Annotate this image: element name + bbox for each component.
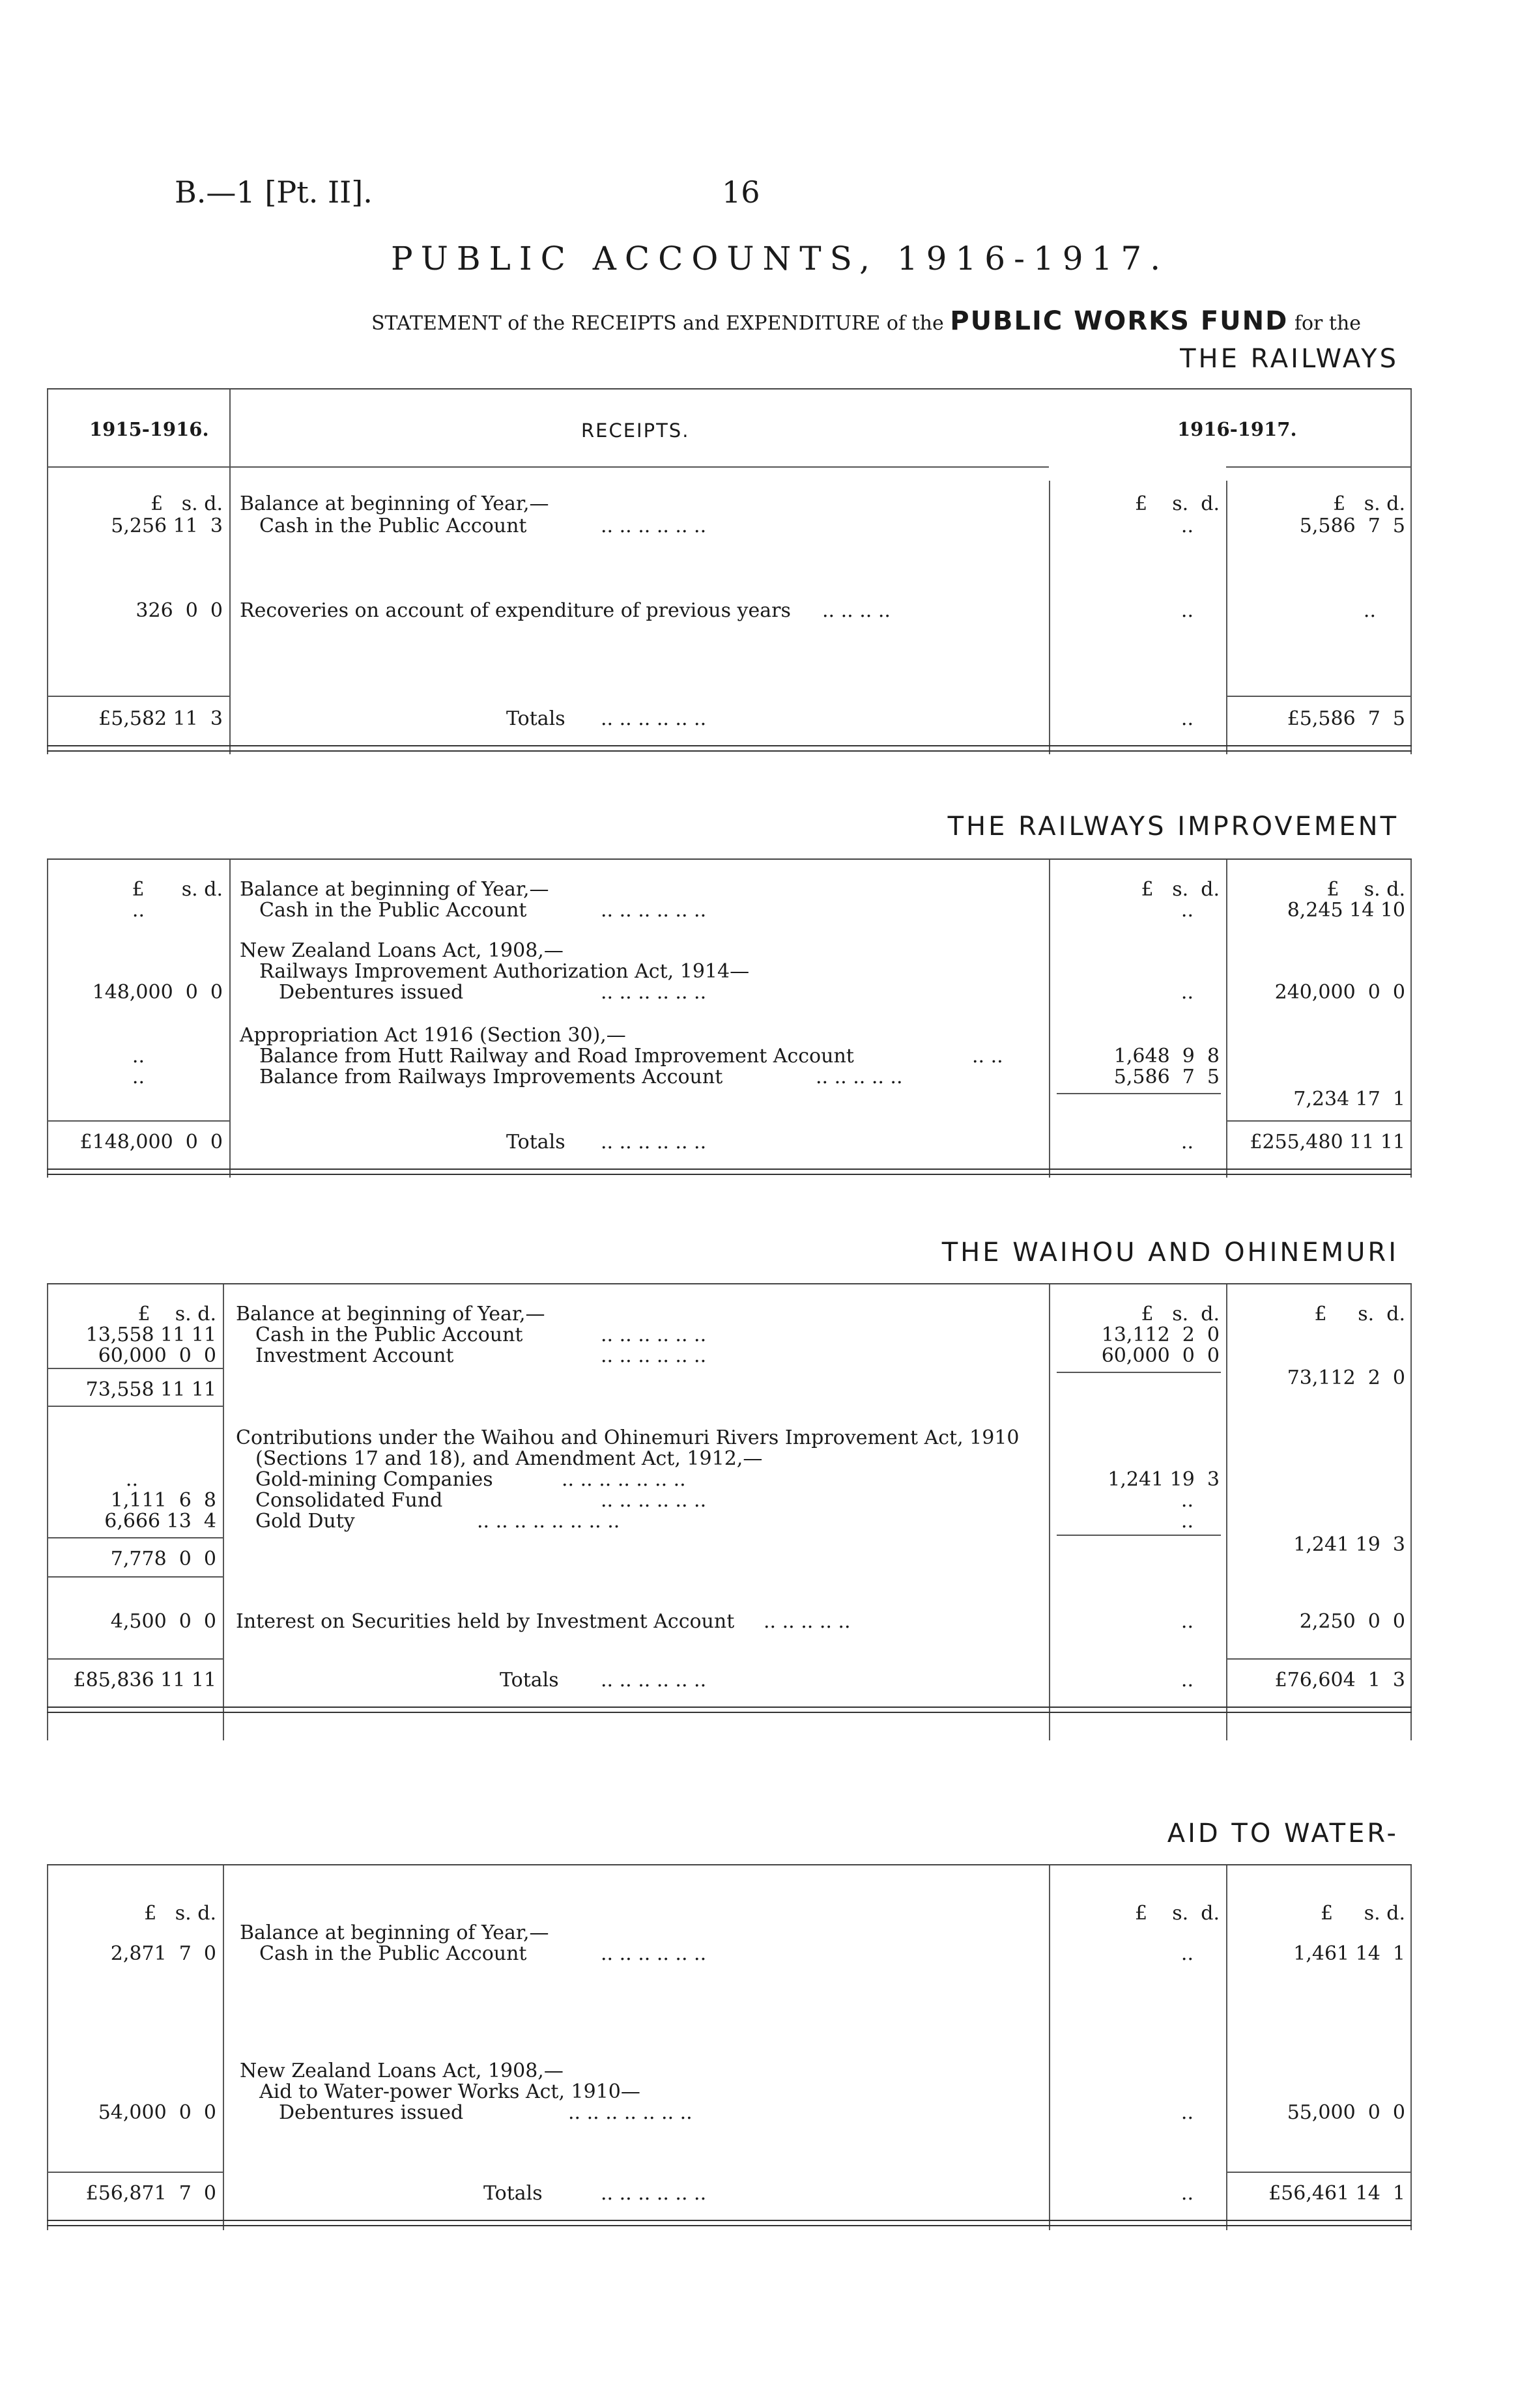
section-title-aid-to-water: AID TO WATER- — [1167, 1819, 1399, 1848]
row-label: Balance at beginning of Year,— — [240, 492, 549, 515]
table-railways — [47, 388, 1412, 754]
statement-heading — [371, 306, 1361, 336]
money-head-prev: £ s. d. — [144, 1902, 216, 1925]
row-prev: 13,558 11 11 — [85, 1324, 216, 1346]
leader-dots: .. .. .. .. .. .. — [601, 707, 707, 730]
col-curr-year: 1916-1917. — [1177, 418, 1297, 440]
row-label: Interest on Securities held by Investment Account — [236, 1610, 735, 1633]
total-inner: .. — [1180, 707, 1194, 730]
row-outer: 240,000 0 0 — [1274, 981, 1405, 1004]
total-outer: £5,586 7 5 — [1287, 707, 1405, 730]
section-title-railways: THE RAILWAYS — [1180, 344, 1399, 374]
document-reference: B.—1 [Pt. II]. — [175, 175, 373, 210]
page-number: 16 — [722, 175, 760, 210]
row-prev: 54,000 0 0 — [98, 2101, 216, 2124]
leader-dots: .. .. .. .. .. .. — [601, 2182, 707, 2205]
leader-dots: .. .. .. .. .. .. — [601, 1669, 707, 1692]
total-inner: .. — [1180, 1669, 1194, 1692]
money-head-inner: £ s. d. — [1134, 1902, 1220, 1925]
total-prev: £148,000 0 0 — [79, 1131, 223, 1154]
row-outer: 7,234 17 1 — [1293, 1088, 1405, 1111]
row-outer: 8,245 14 10 — [1287, 899, 1405, 922]
leader-dots: .. .. .. .. .. .. — [601, 1489, 707, 1512]
row-label: Appropriation Act 1916 (Section 30),— — [240, 1024, 626, 1047]
row-inner: .. — [1180, 1942, 1194, 1965]
totals-label: Totals — [483, 2182, 543, 2205]
money-head-prev: £ s. d. — [150, 492, 223, 515]
row-inner: .. — [1180, 1489, 1194, 1512]
row-label: Balance at beginning of Year,— — [236, 1303, 545, 1325]
total-inner: .. — [1180, 1131, 1194, 1154]
row-label: Debentures issued — [279, 2101, 464, 2124]
row-outer: 2,250 0 0 — [1299, 1610, 1405, 1633]
row-prev: .. — [132, 1066, 145, 1088]
leader-dots: .. .. .. .. .. .. — [601, 1131, 707, 1154]
row-inner: .. — [1180, 599, 1194, 622]
row-label: New Zealand Loans Act, 1908,— — [240, 2060, 564, 2082]
row-label: Cash in the Public Account — [259, 515, 527, 537]
row-outer: 1,241 19 3 — [1293, 1533, 1405, 1556]
row-prev: 2,871 7 0 — [110, 1942, 216, 1965]
total-outer: £255,480 11 11 — [1250, 1131, 1405, 1154]
row-label: Balance from Railways Improvements Account — [259, 1066, 723, 1088]
row-label: (Sections 17 and 18), and Amendment Act, 1912,— — [255, 1447, 763, 1470]
money-head-inner: £ s. d. — [1141, 1303, 1220, 1325]
row-label: Cash in the Public Account — [259, 1942, 527, 1965]
row-inner: .. — [1180, 1610, 1194, 1633]
row-prev: 60,000 0 0 — [98, 1344, 216, 1367]
total-outer: £56,461 14 1 — [1268, 2182, 1405, 2205]
col-receipts: RECEIPTS. — [581, 419, 690, 442]
table-railways-improvement — [47, 858, 1412, 1178]
row-label: Gold Duty — [255, 1510, 355, 1533]
row-label: Recoveries on account of expenditure of previous years — [240, 599, 791, 622]
leader-dots: .. .. .. .. .. .. — [601, 899, 707, 922]
section-title-waihou-ohinemuri: THE WAIHOU AND OHINEMURI — [941, 1238, 1399, 1268]
leader-dots: .. .. .. .. .. .. — [601, 981, 707, 1004]
leader-dots: .. .. .. .. .. .. — [601, 515, 707, 537]
statement-post: for the — [1294, 312, 1362, 335]
row-inner: .. — [1180, 899, 1194, 922]
row-label: Aid to Water-power Works Act, 1910— — [259, 2080, 640, 2103]
money-head-outer: £ s. d. — [1314, 1303, 1405, 1325]
row-label: Cash in the Public Account — [259, 899, 527, 922]
row-outer: 1,461 14 1 — [1293, 1942, 1405, 1965]
leader-dots: .. .. .. .. — [822, 599, 891, 622]
row-outer: .. — [1363, 599, 1376, 622]
leader-dots: .. .. .. .. .. .. — [601, 1344, 707, 1367]
row-inner: 13,112 2 0 — [1101, 1324, 1220, 1346]
row-prev: 1,111 6 8 — [110, 1489, 216, 1512]
row-outer: 55,000 0 0 — [1287, 2101, 1405, 2124]
row-inner: .. — [1180, 1510, 1194, 1533]
row-prev: .. — [132, 1045, 145, 1068]
leader-dots: .. .. — [972, 1045, 1003, 1068]
row-label: Cash in the Public Account — [255, 1324, 523, 1346]
row-label: Investment Account — [255, 1344, 454, 1367]
row-label: Debentures issued — [279, 981, 464, 1004]
total-prev: £85,836 11 11 — [73, 1669, 216, 1692]
row-outer: 73,112 2 0 — [1287, 1367, 1405, 1389]
statement-pre: STATEMENT of the RECEIPTS and EXPENDITURE of the — [371, 312, 944, 335]
row-label: Gold-mining Companies — [255, 1468, 493, 1491]
row-label: Consolidated Fund — [255, 1489, 443, 1512]
row-prev: 6,666 13 4 — [104, 1510, 216, 1533]
money-head-prev: £ s. d. — [137, 1303, 216, 1325]
row-inner: .. — [1180, 515, 1194, 537]
row-label: Railways Improvement Authorization Act, 1914— — [259, 960, 750, 983]
total-prev: £5,582 11 3 — [98, 707, 223, 730]
row-inner: .. — [1180, 2101, 1194, 2124]
row-prev: .. — [132, 899, 145, 922]
money-head-outer: £ s. d. — [1320, 1902, 1405, 1925]
totals-label: Totals — [500, 1669, 559, 1692]
leader-dots: .. .. .. .. .. .. .. — [568, 2101, 693, 2124]
leader-dots: .. .. .. .. .. — [816, 1066, 903, 1088]
row-prev: 7,778 0 0 — [110, 1548, 216, 1570]
row-inner: 1,648 9 8 — [1113, 1045, 1220, 1068]
money-head-prev: £ s. d. — [132, 878, 223, 901]
money-head-outer: £ s. d. — [1333, 492, 1405, 515]
row-prev: 4,500 0 0 — [110, 1610, 216, 1633]
money-head-outer: £ s. d. — [1326, 878, 1405, 901]
leader-dots: .. .. .. .. .. .. .. .. — [477, 1510, 620, 1533]
table-waihou-ohinemuri — [47, 1283, 1412, 1740]
total-outer: £76,604 1 3 — [1274, 1669, 1405, 1692]
leader-dots: .. .. .. .. .. .. — [601, 1942, 707, 1965]
leader-dots: .. .. .. .. .. .. .. — [562, 1468, 686, 1491]
statement-fund: PUBLIC WORKS FUND — [950, 306, 1289, 336]
row-label: New Zealand Loans Act, 1908,— — [240, 939, 564, 962]
totals-label: Totals — [506, 707, 565, 730]
row-label: Balance at beginning of Year,— — [240, 1921, 549, 1944]
totals-label: Totals — [506, 1131, 565, 1154]
table-aid-to-water — [47, 1864, 1412, 2230]
leader-dots: .. .. .. .. .. .. — [601, 1324, 707, 1346]
row-label: Balance from Hutt Railway and Road Improvement Account — [259, 1045, 854, 1068]
col-prev-year: 1915-1916. — [89, 418, 209, 440]
row-prev: 73,558 11 11 — [85, 1378, 216, 1401]
row-prev: 326 0 0 — [136, 599, 223, 622]
row-inner: .. — [1180, 981, 1194, 1004]
row-inner: 5,586 7 5 — [1113, 1066, 1220, 1088]
row-label: Contributions under the Waihou and Ohinemuri Rivers Improvement Act, 1910 — [236, 1426, 1020, 1449]
leader-dots: .. .. .. .. .. — [764, 1610, 851, 1633]
row-outer: 5,586 7 5 — [1299, 515, 1405, 537]
row-inner: 1,241 19 3 — [1108, 1468, 1220, 1491]
money-head-inner: £ s. d. — [1141, 878, 1220, 901]
row-prev: 148,000 0 0 — [92, 981, 223, 1004]
total-inner: .. — [1180, 2182, 1194, 2205]
section-title-railways-improvement: THE RAILWAYS IMPROVEMENT — [947, 812, 1399, 842]
row-label: Balance at beginning of Year,— — [240, 878, 549, 901]
money-head-inner: £ s. d. — [1134, 492, 1220, 515]
total-prev: £56,871 7 0 — [85, 2182, 216, 2205]
page-title: PUBLIC ACCOUNTS, 1916-1917. — [391, 240, 1169, 277]
row-prev: .. — [125, 1468, 138, 1491]
row-prev: 5,256 11 3 — [111, 515, 223, 537]
row-inner: 60,000 0 0 — [1101, 1344, 1220, 1367]
